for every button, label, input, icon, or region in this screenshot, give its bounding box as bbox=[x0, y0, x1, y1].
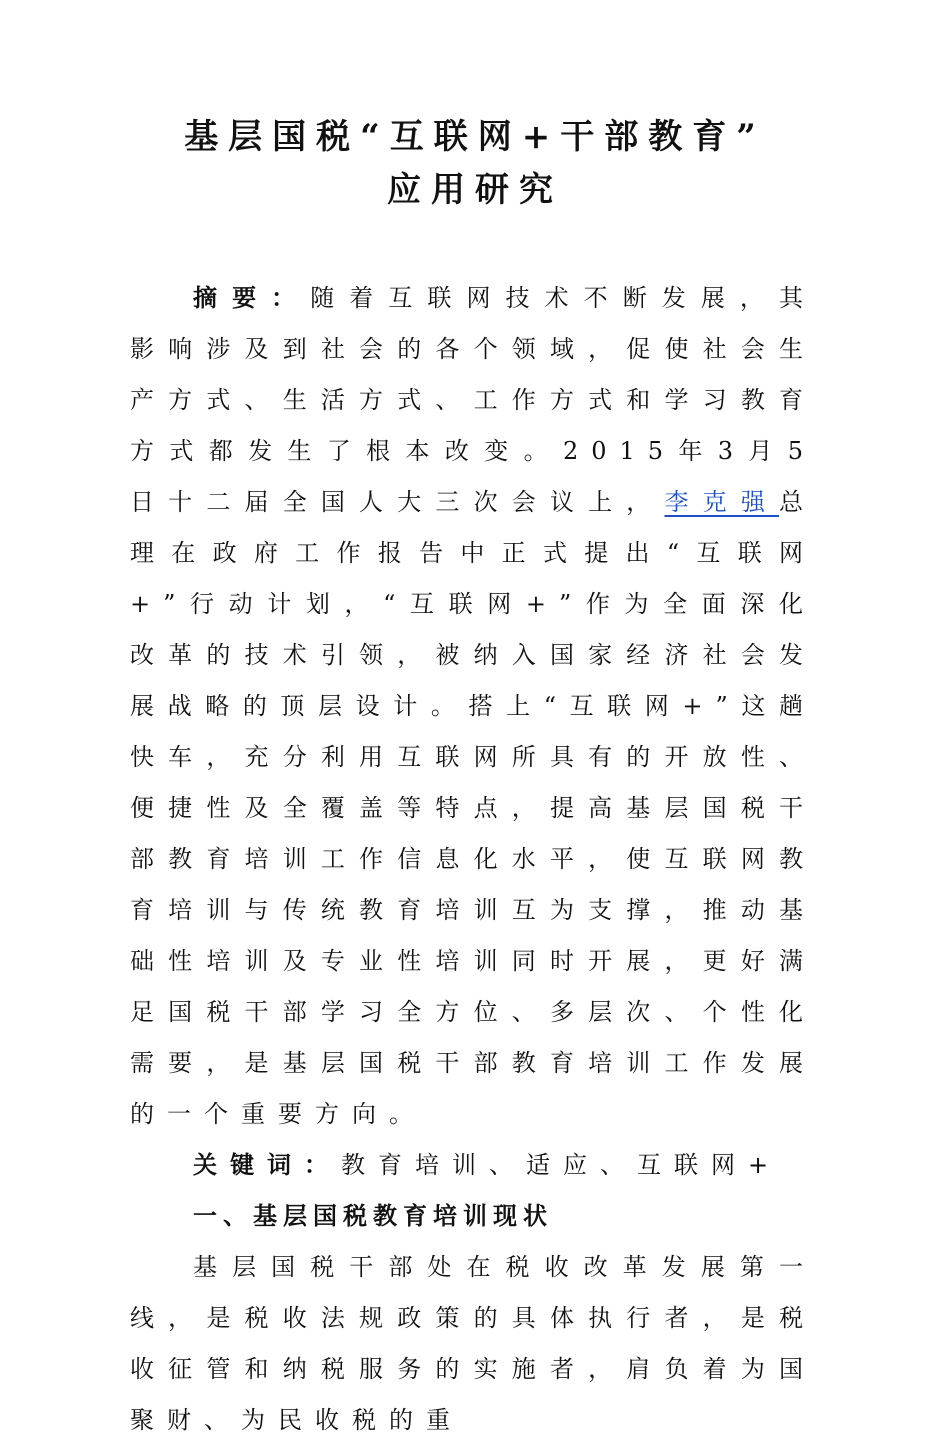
section-1-paragraph: 基层国税干部处在税收改革发展第一线，是税收法规政策的具体执行者，是税收征管和纳税服务的实施者，肩负着为国聚财、为民收税的重 bbox=[130, 1253, 816, 1434]
keywords-label: 关键词： bbox=[193, 1151, 341, 1179]
document-title-line-2: 应用研究 bbox=[387, 170, 563, 210]
abstract-text-part-1: 随着互联网技术不断发展，其影响涉及到社会的各个领域，促使社会生产方式、生活方式、工作方式和学习教育方式都发生了根本改变。2015年3月5日十二届全国人大三次会议上， bbox=[130, 284, 817, 516]
keywords-paragraph bbox=[130, 1140, 816, 1191]
keywords-text: 教育培训、适应、互联网+ bbox=[341, 1151, 782, 1179]
person-link[interactable]: 李克强 bbox=[664, 488, 780, 516]
section-1-heading: 一、基层国税教育培训现状 bbox=[193, 1202, 553, 1230]
document-body bbox=[130, 273, 816, 1446]
abstract-paragraph bbox=[130, 273, 816, 1140]
abstract-text-part-2: 总理在政府工作报告中正式提出“互联网+”行动计划，“互联网+”作为全面深化改革的技术引领，被纳入国家经济社会发展战略的顶层设计。搭上“互联网+”这趟快车，充分利用互联网所具有的开放性、便捷性及全覆盖等特点，提高基层国税干部教育培训工作信息化水平，使互联网教育培训与传统教育培训互为支撑，推动基础性培训及专业性培训同时开展，更好满足国税干部学习全方位、多层次、个性化需要，是基层国税干部教育培训工作发展的一个重要方向。 bbox=[130, 488, 817, 1128]
document-title-line-1: 基层国税“互联网+干部教育” bbox=[184, 117, 766, 157]
abstract-label: 摘要： bbox=[193, 284, 311, 312]
